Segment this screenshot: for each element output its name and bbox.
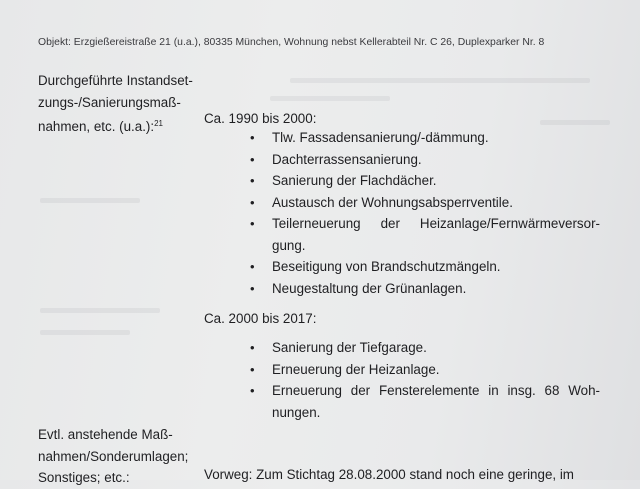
list-item: • Austausch der Wohnungsabsperrventile.: [248, 192, 600, 214]
bleed-through: [40, 330, 130, 335]
list-item: • Sanierung der Flachdächer.: [248, 170, 600, 192]
bullet-icon: •: [250, 361, 255, 377]
period-1-label: Ca. 1990 bis 2000:: [204, 111, 317, 126]
bleed-through: [270, 96, 390, 101]
measures-label: [38, 70, 193, 138]
period-1-list: [248, 127, 600, 299]
bullet-icon: •: [250, 383, 255, 398]
bullet-icon: •: [250, 280, 255, 296]
pending-label-line-3: Sonstiges; etc.:: [38, 470, 130, 485]
bullet-icon: •: [250, 194, 255, 210]
footnote-marker: 21: [154, 119, 164, 128]
period-2-list: [248, 337, 600, 423]
list-item: • Neugestaltung der Grünanlagen.: [248, 278, 600, 300]
bullet-icon: •: [250, 130, 255, 145]
bullet-icon: •: [250, 340, 255, 355]
pending-label-line-2: nahmen/Sonderumlagen;: [38, 448, 189, 464]
measures-label-line-3: nahmen, etc. (u.a.):$^{21}$: [38, 119, 164, 134]
bleed-through: [40, 198, 140, 203]
pending-label: [38, 424, 188, 489]
pending-label-line-1: Evtl. anstehende Maß-: [38, 427, 173, 442]
bullet-icon: •: [250, 259, 255, 274]
bleed-through: [40, 308, 160, 313]
bullet-icon: •: [250, 173, 255, 188]
list-item: • Dachterrassensanierung.: [248, 149, 600, 171]
period-2-label: Ca. 2000 bis 2017:: [204, 311, 317, 326]
list-item: • Beseitigung von Brandschutzmängeln.: [248, 256, 600, 278]
list-item: • Teilerneuerung der Heizanlage/Fernwärmeversor-gung.: [248, 213, 600, 256]
measures-label-line-1: Durchgeführte Instandset-: [38, 73, 193, 88]
pending-text: Vorweg: Zum Stichtag 28.08.2000 stand noch eine geringe, im: [204, 467, 574, 482]
list-item: • Erneuerung der Fensterelemente in insg. 68 Woh-nungen.: [248, 380, 600, 423]
list-item: • Sanierung der Tiefgarage.: [248, 337, 600, 359]
list-item: • Erneuerung der Heizanlage.: [248, 359, 600, 381]
bleed-through: [540, 120, 610, 125]
bullet-icon: •: [250, 216, 255, 231]
list-item: • Tlw. Fassadensanierung/-dämmung.: [248, 127, 600, 149]
bullet-icon: •: [250, 151, 255, 167]
measures-label-line-2: zungs-/Sanierungsmaß-: [38, 94, 181, 110]
document-header: Objekt: Erzgießereistraße 21 (u.a.), 80335 München, Wohnung nebst Kellerabteil Nr. C 26, Duplexparker Nr. 8: [38, 37, 545, 48]
bleed-through: [290, 78, 590, 83]
